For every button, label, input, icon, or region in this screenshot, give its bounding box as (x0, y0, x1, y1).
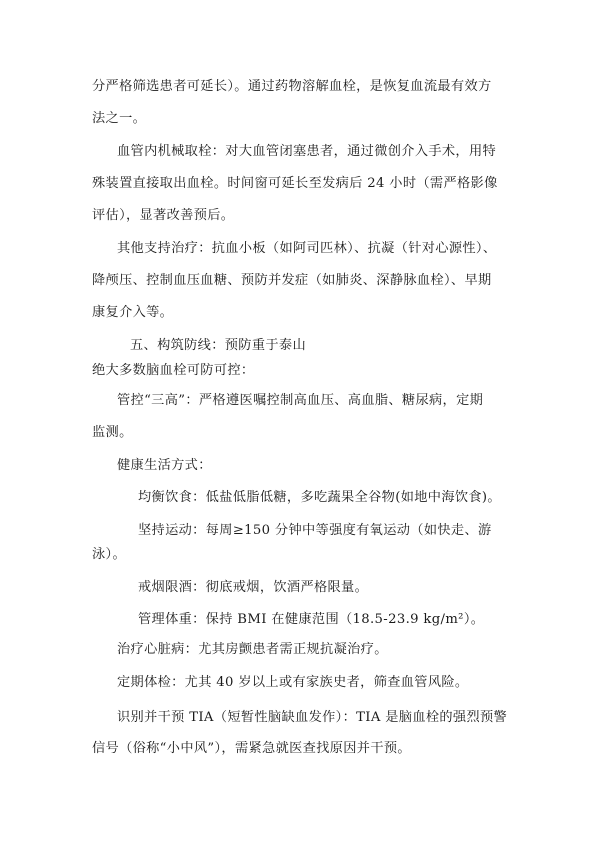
text-line: 监测。 (92, 425, 133, 440)
text-line: 信号（俗称“小中风”），需紧急就医查找原因并干预。 (92, 741, 411, 756)
text-line: 戒烟限酒：彻底戒烟，饮酒严格限量。 (138, 580, 369, 595)
text-line: 殊装置直接取出血栓。时间窗可延长至发病后 24 小时（需严格影像 (92, 176, 498, 191)
text-line: 管控“三高”：严格遵医嘱控制高血压、高血脂、糖尿病，定期 (117, 393, 484, 408)
text-line: 健康生活方式： (117, 458, 212, 473)
text-line: 康复介入等。 (92, 305, 174, 320)
text-line: 坚持运动：每周≥150 分钟中等强度有氧运动（如快走、游 (138, 523, 492, 538)
text-line: 分严格筛选患者可延长）。通过药物溶解血栓，是恢复血流最有效方 (92, 79, 492, 94)
text-line: 降颅压、控制血压血糖、预防并发症（如肺炎、深静脉血栓）、早期 (92, 273, 492, 288)
text-line: 定期体检：尤其 40 岁以上或有家族史者，筛查血管风险。 (117, 675, 469, 690)
text-line: 法之一。 (92, 111, 147, 126)
text-line: 绝大多数脑血栓可防可控： (92, 363, 255, 378)
text-line: 管理体重：保持 BMI 在健康范围（18.5-23.9 kg/m²）。 (138, 612, 485, 627)
text-line: 治疗心脏病：尤其房颤患者需正规抗凝治疗。 (117, 642, 388, 657)
text-line: 均衡饮食：低盐低脂低糖，多吃蔬果全谷物(如地中海饮食)。 (138, 490, 501, 505)
text-line: 其他支持治疗：抗血小板（如阿司匹林）、抗凝（针对心源性）、 (117, 241, 497, 256)
text-line: 识别并干预 TIA（短暂性脑缺血发作）：TIA 是脑血栓的强烈预警 (117, 710, 508, 725)
text-line: 评估），显著改善预后。 (92, 208, 235, 223)
section-heading: 五、构筑防线：预防重于泰山 (130, 338, 306, 353)
text-line: 泳）。 (92, 547, 127, 562)
text-line: 血管内机械取栓：对大血管闭塞患者，通过微创介入手术，用特 (117, 144, 497, 159)
